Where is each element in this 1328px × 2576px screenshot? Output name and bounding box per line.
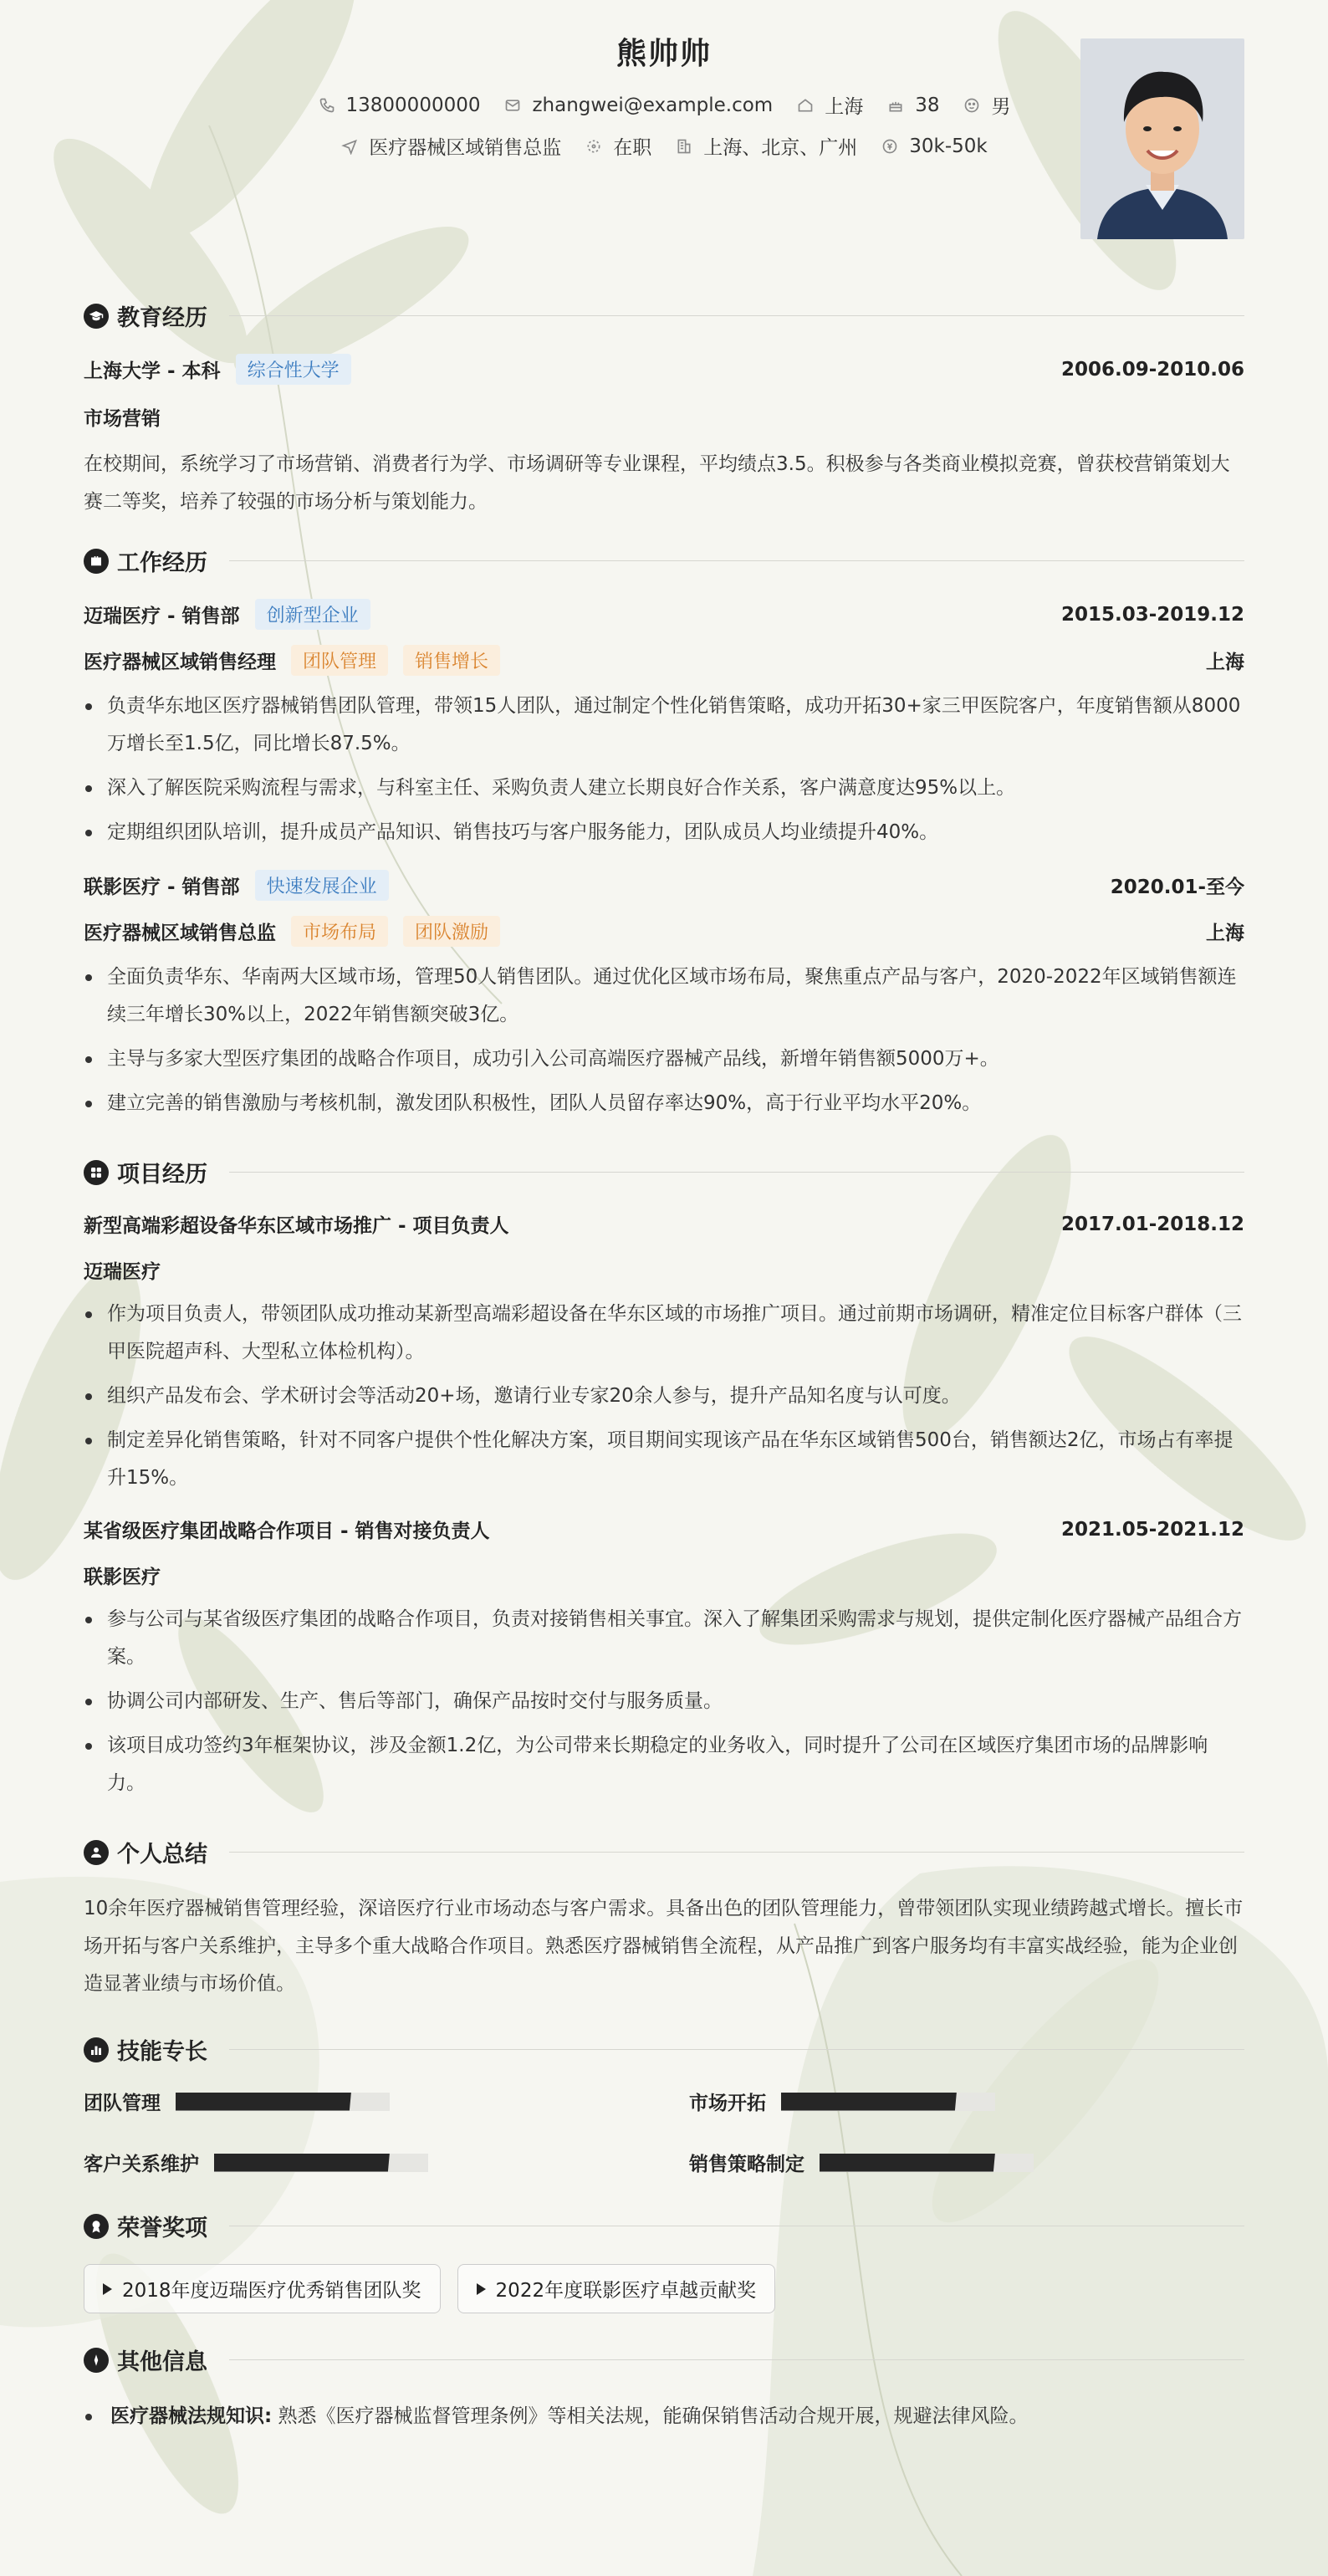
salary-range: 30k-50k xyxy=(909,135,988,157)
gender: 男 xyxy=(991,96,1011,118)
bullet-item: 建立完善的销售激励与考核机制，激发团队积极性，团队人员留存率达90%，高于行业平均水平20%。 xyxy=(84,1085,1244,1122)
other-info-label: 医疗器械法规知识: xyxy=(110,2405,273,2427)
work-heading: 工作经历 xyxy=(117,550,207,576)
bullet-item: 参与公司与某省级医疗集团的战略合作项目，负责对接销售相关事宜。深入了解集团采购需求与规划，提供定制化医疗器械产品组合方案。 xyxy=(84,1601,1244,1676)
award-text: 2022年度联影医疗卓越贡献奖 xyxy=(495,2280,757,2302)
graduation-cap-icon xyxy=(84,304,109,329)
project-name: 某省级医疗集团战略合作项目 - 销售对接负责人 xyxy=(84,1521,490,1542)
work-bullets xyxy=(84,687,1244,851)
target-position: 医疗器械区域销售总监 xyxy=(369,137,562,159)
skill-name: 团队管理 xyxy=(84,2093,161,2114)
section-divider xyxy=(229,1172,1244,1173)
age-item xyxy=(886,91,939,119)
bullet-item: 作为项目负责人，带领团队成功推动某新型高端彩超设备在华东区域的市场推广项目。通过前期市场调研，精准定位目标客户群体（三甲医院超声科、大型私立体检机构）。 xyxy=(84,1296,1244,1371)
skill-bar xyxy=(781,2093,995,2111)
bullet-item: 协调公司内部研发、生产、售后等部门，确保产品按时交付与服务质量。 xyxy=(84,1683,1244,1720)
projects-heading: 项目经历 xyxy=(117,1162,207,1188)
money-icon xyxy=(881,137,899,156)
major: 市场营销 xyxy=(84,408,161,430)
other-info-item xyxy=(84,2398,1244,2435)
status-item xyxy=(585,132,651,160)
gender-item xyxy=(963,91,1010,119)
skills-section-title xyxy=(84,2033,1244,2066)
building-icon xyxy=(675,137,693,156)
play-triangle-icon xyxy=(477,2283,486,2295)
school-name: 上海大学 - 本科 xyxy=(84,360,221,382)
profile-photo xyxy=(1080,38,1244,239)
bar-chart-icon xyxy=(84,2037,109,2062)
projects-section-title xyxy=(84,1156,1244,1188)
skill-tag: 团队激励 xyxy=(403,916,500,947)
target-city-item xyxy=(675,132,857,160)
section-divider xyxy=(229,560,1244,561)
skill-name: 客户关系维护 xyxy=(84,2154,199,2175)
skill-item xyxy=(689,2149,1244,2176)
skill-item xyxy=(84,2088,639,2115)
email-item xyxy=(503,91,773,119)
skill-tag: 销售增长 xyxy=(403,645,500,676)
job-intent-row xyxy=(84,132,1244,160)
summary-section-title xyxy=(84,1836,1244,1868)
section-divider xyxy=(229,1852,1244,1853)
education-section-title xyxy=(84,299,1244,332)
company-tag: 创新型企业 xyxy=(255,599,370,630)
award-text: 2018年度迈瑞医疗优秀销售团队奖 xyxy=(122,2280,421,2302)
bullet-item: 负责华东地区医疗器械销售团队管理，带领15人团队，通过制定个性化销售策略，成功开拓30+家三甲医院客户，年度销售额从8000万增长至1.5亿，同比增长87.5%。 xyxy=(84,687,1244,763)
award-item xyxy=(457,2264,776,2313)
skill-bar xyxy=(214,2154,428,2172)
company-tag: 快速发展企业 xyxy=(255,870,389,901)
work-entry xyxy=(84,599,1244,851)
skill-tag: 市场布局 xyxy=(291,916,388,947)
job-title: 医疗器械区域销售经理 xyxy=(84,652,276,673)
other-info-text: 熟悉《医疗器械监督管理条例》等相关法规，能确保销售活动合规开展，规避法律风险。 xyxy=(278,2405,1029,2427)
candidate-name: 熊帅帅 xyxy=(615,37,712,71)
project-company: 联影医疗 xyxy=(84,1567,161,1588)
skill-item xyxy=(689,2088,1244,2115)
education-row xyxy=(84,354,1244,385)
project-entry xyxy=(84,1515,1244,1802)
position-item xyxy=(340,132,561,160)
play-triangle-icon xyxy=(103,2283,112,2295)
project-period: 2021.05-2021.12 xyxy=(1060,1518,1244,1541)
award-item xyxy=(84,2264,441,2313)
skill-bar xyxy=(820,2154,1034,2172)
project-bullets xyxy=(84,1601,1244,1802)
city: 上海 xyxy=(825,96,864,118)
work-entry xyxy=(84,870,1244,1122)
awards-list xyxy=(84,2264,1244,2313)
work-period: 2015.03-2019.12 xyxy=(1060,603,1244,626)
skill-tag: 团队管理 xyxy=(291,645,388,676)
resume-header xyxy=(84,30,1244,281)
skills-heading: 技能专长 xyxy=(117,2039,207,2065)
company-name: 联影医疗 - 销售部 xyxy=(84,877,240,898)
face-icon xyxy=(963,96,981,115)
other-heading: 其他信息 xyxy=(117,2349,207,2375)
company-name: 迈瑞医疗 - 销售部 xyxy=(84,606,240,627)
project-name: 新型高端彩超设备华东区域市场推广 - 项目负责人 xyxy=(84,1215,509,1237)
work-period: 2020.01-至今 xyxy=(1110,877,1244,898)
awards-heading: 荣誉奖项 xyxy=(117,2216,207,2241)
age: 38 xyxy=(915,94,940,116)
bullet-item: 深入了解医院采购流程与需求，与科室主任、采购负责人建立长期良好合作关系，客户满意度达95%以上。 xyxy=(84,769,1244,807)
other-section-title xyxy=(84,2343,1244,2376)
section-divider xyxy=(229,315,1244,316)
project-period: 2017.01-2018.12 xyxy=(1060,1213,1244,1235)
skill-bar xyxy=(176,2093,390,2111)
skill-bar-fill xyxy=(820,2154,995,2172)
user-icon xyxy=(84,1840,109,1865)
compass-icon xyxy=(84,2348,109,2373)
education-description: 在校期间，系统学习了市场营销、消费者行为学、市场调研等专业课程，平均绩点3.5。积极参与各类商业模拟竞赛，曾获校营销策划大赛二等奖，培养了较强的市场分析与策划能力。 xyxy=(84,453,1230,513)
section-divider xyxy=(229,2359,1244,2360)
work-location: 上海 xyxy=(1206,923,1244,944)
city-item xyxy=(796,91,863,119)
school-tag: 综合性大学 xyxy=(236,354,351,385)
resume-page xyxy=(84,0,1244,2435)
job-status: 在职 xyxy=(613,137,652,159)
skill-item xyxy=(84,2149,639,2176)
briefcase-icon xyxy=(84,549,109,574)
salary-item xyxy=(881,132,987,160)
project-company: 迈瑞医疗 xyxy=(84,1261,161,1283)
work-bullets xyxy=(84,958,1244,1122)
awards-section-title xyxy=(84,2210,1244,2242)
project-bullets xyxy=(84,1296,1244,1497)
education-period: 2006.09-2010.06 xyxy=(1060,358,1244,381)
skills-grid xyxy=(84,2088,1244,2176)
work-location: 上海 xyxy=(1206,652,1244,673)
section-divider xyxy=(229,2049,1244,2050)
phone-number: 13800000000 xyxy=(345,94,481,116)
bullet-item: 主导与多家大型医疗集团的战略合作项目，成功引入公司高端医疗器械产品线，新增年销售额5000万+。 xyxy=(84,1040,1244,1078)
education-heading: 教育经历 xyxy=(117,305,207,331)
status-icon xyxy=(585,137,603,156)
skill-name: 市场开拓 xyxy=(689,2093,766,2114)
skill-bar-fill xyxy=(214,2154,390,2172)
phone-icon xyxy=(318,96,336,115)
project-entry xyxy=(84,1210,1244,1497)
bullet-item: 制定差异化销售策略，针对不同客户提供个性化解决方案，项目期间实现该产品在华东区域销售500台，销售额达2亿，市场占有率提升15%。 xyxy=(84,1422,1244,1497)
award-icon xyxy=(84,2214,109,2239)
bullet-item: 该项目成功签约3年框架协议，涉及金额1.2亿，为公司带来长期稳定的业务收入，同时提升了公司在区域医疗集团市场的品牌影响力。 xyxy=(84,1727,1244,1802)
bullet-item: 全面负责华东、华南两大区域市场，管理50人销售团队。通过优化区域市场布局，聚焦重点产品与客户，2020-2022年区域销售额连续三年增长30%以上，2022年销售额突破3亿。 xyxy=(84,958,1244,1034)
phone-item xyxy=(318,91,481,119)
bullet-item: 定期组织团队培训，提升成员产品知识、销售技巧与客户服务能力，团队成员人均业绩提升40%。 xyxy=(84,814,1244,851)
work-section-title xyxy=(84,544,1244,577)
summary-heading: 个人总结 xyxy=(117,1842,207,1868)
email-address: zhangwei@example.com xyxy=(532,94,774,116)
cake-icon xyxy=(886,96,905,115)
job-title: 医疗器械区域销售总监 xyxy=(84,923,276,944)
skill-name: 销售策略制定 xyxy=(689,2154,804,2175)
home-icon xyxy=(796,96,815,115)
summary-text: 10余年医疗器械销售管理经验，深谙医疗行业市场动态与客户需求。具备出色的团队管理能力，曾带领团队实现业绩跨越式增长。擅长市场开拓与客户关系维护，主导多个重大战略合作项目。熟悉医疗器械销售全流程，从产品推广到客户服务均有丰富实战经验，能为企业创造显著业绩与市场价值。 xyxy=(84,1898,1244,1995)
bullet-item: 组织产品发布会、学术研讨会等活动20+场，邀请行业专家20余人参与，提升产品知名度与认可度。 xyxy=(84,1377,1244,1415)
target-cities: 上海、北京、广州 xyxy=(703,137,858,159)
grid-icon xyxy=(84,1160,109,1185)
skill-bar-fill xyxy=(176,2093,351,2111)
send-icon xyxy=(340,137,359,156)
skill-bar-fill xyxy=(781,2093,957,2111)
mail-icon xyxy=(503,96,522,115)
contact-row xyxy=(84,91,1244,119)
education-entry xyxy=(84,354,1244,521)
